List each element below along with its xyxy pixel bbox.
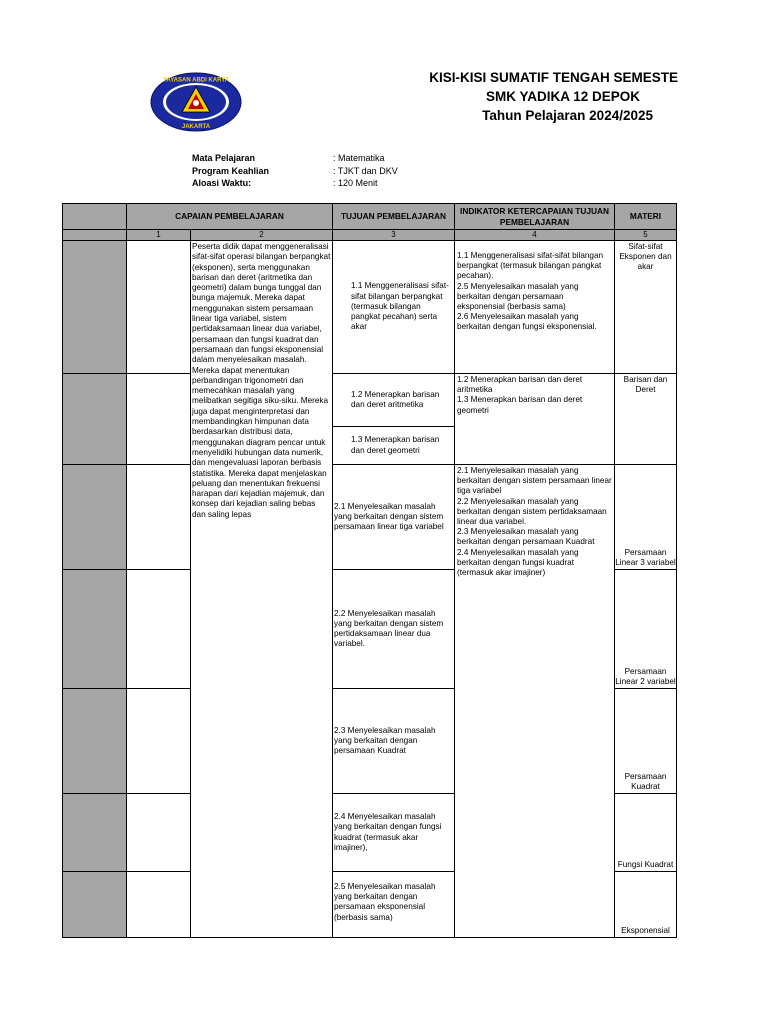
- indikator-item: 1.1 Menggeneralisasi sifat-sifat bilangan berpangkat (termasuk bilangan pangkat pecahan). 2.5 Menyelesaikan masalah yang berkaitan dengan persamaan eksponensial (berbasis sama) 2.6 Menyelesaikan masalah yang berkaitan dengan fungsi eksponensial.: [454, 240, 615, 374]
- svg-text:YAYASAN ABDI KARYA: YAYASAN ABDI KARYA: [162, 77, 230, 84]
- materi-item: Sifat-sifat Eksponen dan akar: [614, 240, 677, 374]
- column-number: 4: [454, 229, 615, 241]
- column-number: 3: [332, 229, 455, 241]
- column-number: 1: [126, 229, 191, 241]
- academic-year: Tahun Pelajaran 2024/2025: [482, 108, 653, 123]
- materi-item: Persamaan Linear 2 variabel: [614, 569, 677, 689]
- row-marker-cell: [62, 240, 127, 374]
- blank-cell: [126, 240, 191, 374]
- time-value: : 120 Menit: [333, 178, 378, 188]
- school-logo: [150, 72, 242, 132]
- time-label: Aloasi Waktu:: [192, 178, 252, 188]
- row-marker-cell: [62, 373, 127, 465]
- svg-text:JAKARTA: JAKARTA: [181, 124, 211, 130]
- row-marker-cell: [62, 464, 127, 570]
- tujuan-text: 1.2 Menerapkan barisan dan deret aritmetika: [351, 389, 440, 409]
- materi-item: Persamaan Linear 3 variabel: [614, 464, 677, 570]
- tujuan-text: 2.3 Menyelesaikan masalah yang berkaitan dengan persamaan Kuadrat: [334, 725, 436, 756]
- subject-label: Mata Pelajaran: [192, 153, 256, 163]
- school-name: SMK YADIKA 12 DEPOK: [485, 89, 640, 104]
- row-marker-cell: [62, 569, 127, 689]
- program-label: Program Keahlian: [192, 165, 270, 176]
- tujuan-item: [332, 240, 455, 374]
- indikator-item: 1.2 Menerapkan barisan dan deret aritmetika 1.3 Menerapkan barisan dan deret geometri: [454, 373, 615, 465]
- materi-item: Barisan dan Deret: [614, 373, 677, 465]
- materi-item: Fungsi Kuadrat: [614, 793, 677, 872]
- indikator-item: 2.1 Menyelesaikan masalah yang berkaitan dengan sistem persamaan linear tiga variabel 2.2 Menyelesaikan masalah yang berkaitan dengan sistem pertidaksamaan linear dua variabel. 2.3 Menyelesaikan masalah yang berkaitan dengan persamaan Kuadrat 2.4 Menyelesaikan masalah yang berkaitan dengan fungsi kuadrat (termasuk akar imajiner): [454, 464, 615, 938]
- row-marker-cell: [62, 688, 127, 794]
- blank-cell: [126, 688, 191, 794]
- blank-cell: [126, 793, 191, 872]
- tujuan-text: 1.1 Menggeneralisasi sifat-sifat bilangan berpangkat (termasuk bilangan pangkat pecahan) serta akar: [351, 281, 449, 332]
- tujuan-item: [332, 426, 455, 465]
- header-capaian: CAPAIAN PEMBELAJARAN: [126, 203, 333, 230]
- header-indikator: INDIKATOR KETERCAPAIAN TUJUAN PEMBELAJARAN: [454, 203, 615, 230]
- column-number: 5: [614, 229, 677, 241]
- tujuan-item: [332, 871, 455, 938]
- tujuan-text: 2.2 Menyelesaikan masalah yang berkaitan dengan sistem pertidaksamaan linear dua variabel.: [334, 608, 444, 649]
- tujuan-item: [332, 569, 455, 689]
- header-tujuan: TUJUAN PEMBELAJARAN: [332, 203, 455, 230]
- materi-item: Eksponensial: [614, 871, 677, 938]
- tujuan-item: [332, 793, 455, 872]
- tujuan-text: 2.4 Menyelesaikan masalah yang berkaitan dengan fungsi kuadrat (termasuk akar imajiner),: [334, 812, 442, 852]
- tujuan-text: 2.5 Menyelesaikan masalah yang berkaitan dengan persamaan eksponensial (berbasis sama): [334, 882, 436, 922]
- capaian-pembelajaran-text: Peserta didik dapat menggeneralisasi sifat-sifat operasi bilangan berpangkat (eksponen), serta menggunakan barisan dan deret (aritmetika dan geometri) dalam bunga tunggal dan bunga majemuk. Mereka dapat menggunakan sistem persamaan linear tiga variabel, sistem pertidaksamaan linear dua variabel, persamaan dan fungsi kuadrat dan persamaan dan fungsi eksponensial dalam menyelesaikan masalah. Mereka dapat menentukan perbandingan trigonometri dan memecahkan masalah yang melibatkan segitiga siku-siku. Mereka juga dapat menginterpretasi dan membandingkan himpunan data berdasarkan distribusi data, menggunakan diagram pencar untuk menyelidiki hubungan data numerik, dan mengevaluasi laporan berbasis statistika. Mereka dapat menjelaskan peluang dan menentukan frekuensi harapan dari kejadian majemuk, dan konsep dari kejadian saling bebas dan saling lepas: [190, 240, 333, 938]
- blank-cell: [126, 373, 191, 465]
- row-marker-cell: [62, 793, 127, 872]
- blank-cell: [126, 569, 191, 689]
- materi-item: Persamaan Kuadrat: [614, 688, 677, 794]
- blank-cell: [126, 464, 191, 570]
- tujuan-text: 2.1 Menyelesaikan masalah yang berkaitan dengan sistem persamaan linear tiga variabel: [334, 501, 444, 532]
- header-blank-cell: [62, 203, 127, 230]
- tujuan-text: 1.3 Menerapkan barisan dan deret geometri: [351, 435, 440, 455]
- row-marker-cell: [62, 871, 127, 938]
- document-title: KISI-KISI SUMATIF TENGAH SEMESTE: [429, 70, 678, 85]
- tujuan-item: [332, 688, 455, 794]
- program-value: : TJKT dan DKV: [333, 165, 398, 176]
- tujuan-item: [332, 464, 455, 570]
- header-materi: MATERI: [614, 203, 677, 230]
- subject-value: : Matematika: [333, 153, 385, 163]
- tujuan-item: [332, 373, 455, 427]
- blank-cell: [126, 871, 191, 938]
- column-number: 2: [190, 229, 333, 241]
